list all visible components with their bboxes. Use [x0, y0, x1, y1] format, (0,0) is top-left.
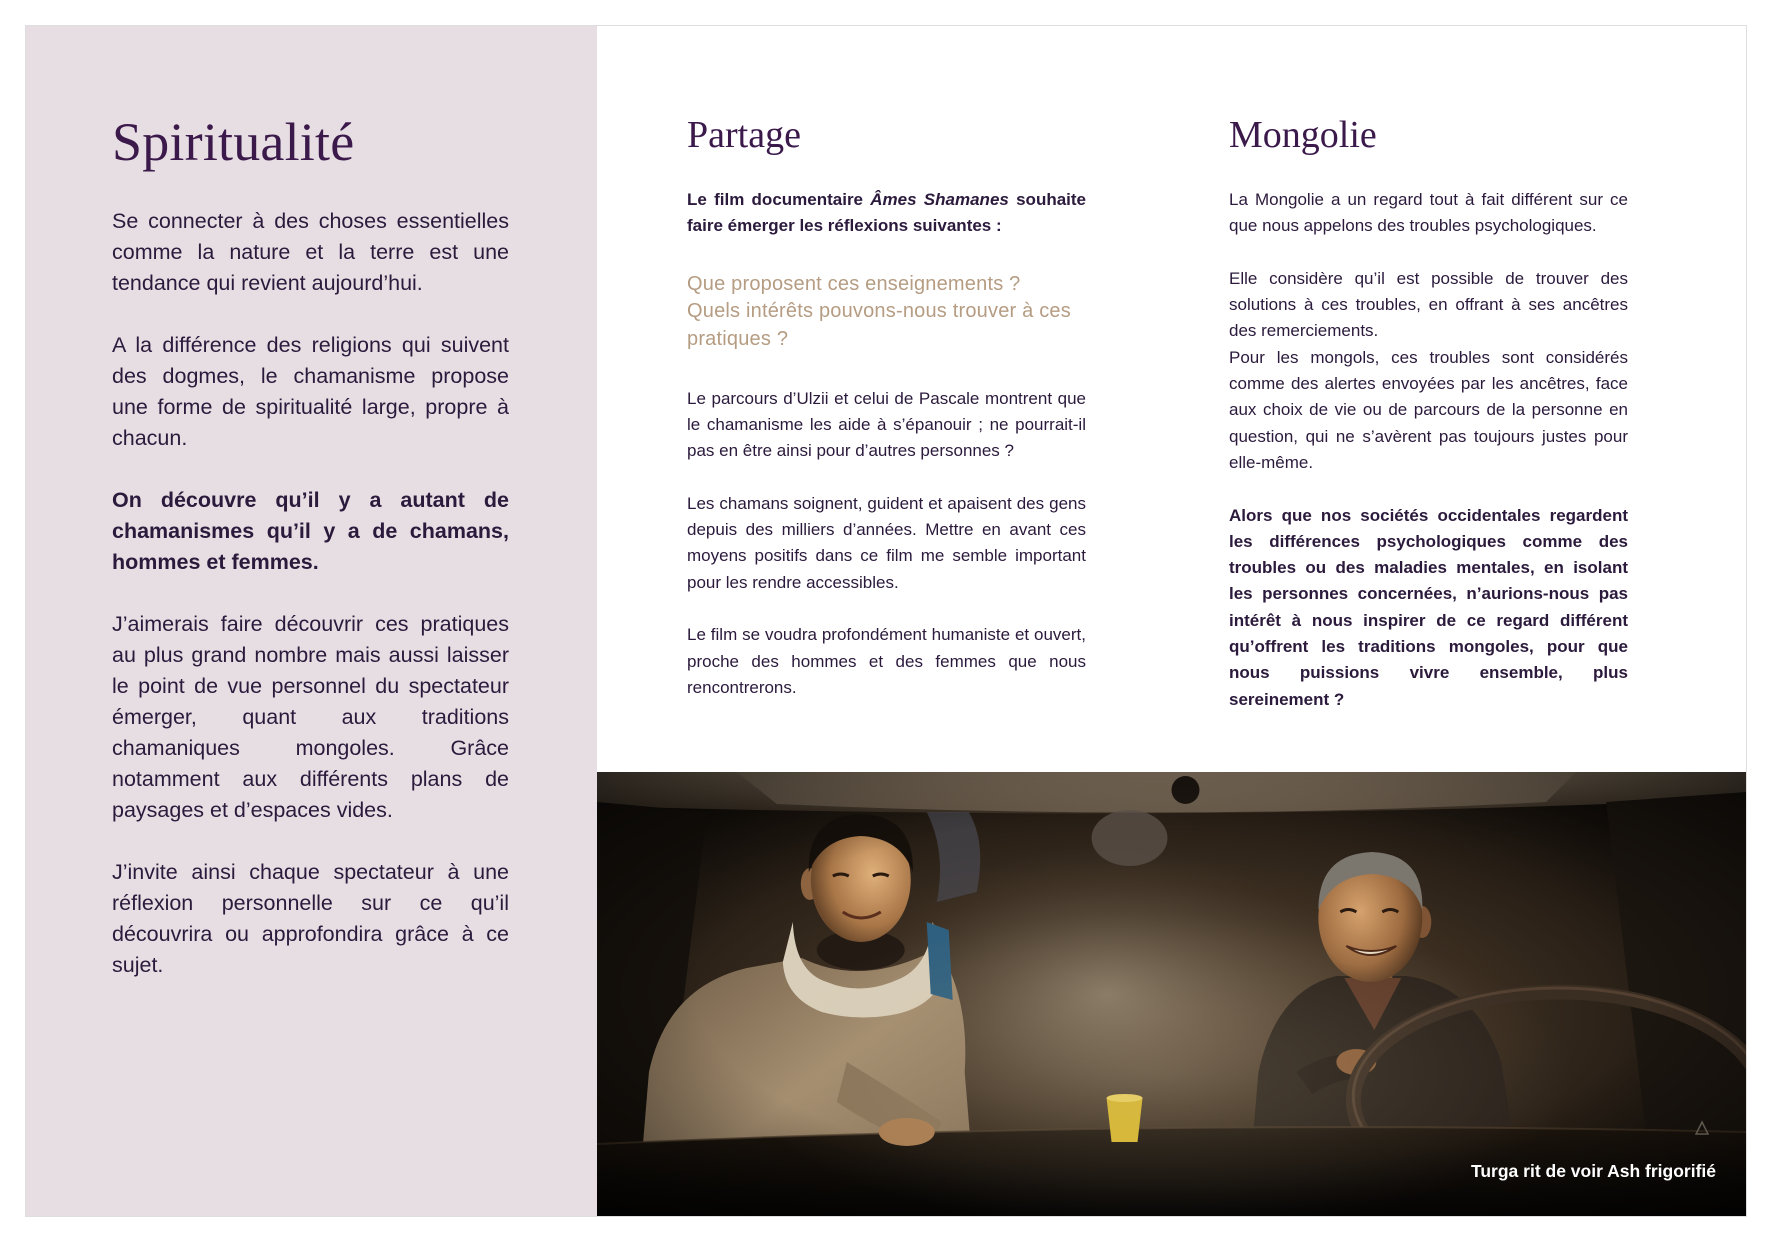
partage-paragraph: Le film se voudra profondément humaniste et ouvert, proche des hommes et des femmes que nous rencontrerons.	[687, 625, 1086, 697]
spiritualite-panel	[26, 26, 597, 1216]
mongolie-text	[1229, 187, 1628, 713]
photo-vignette	[597, 772, 1746, 1216]
text-columns-panel	[597, 26, 1746, 772]
partage-intro	[687, 187, 1086, 240]
partage-text	[687, 187, 1086, 701]
partage-title: Partage	[687, 114, 801, 156]
film-still-photo	[597, 772, 1746, 1216]
spiritualite-highlight-paragraph: On découvre qu’il y a autant de chamanismes qu’il y a de chamans, hommes et femmes.	[112, 488, 509, 574]
mongolie-column	[1229, 113, 1628, 739]
photo-scene	[597, 772, 1746, 1216]
partage-column	[687, 113, 1086, 728]
spiritualite-title: Spiritualité	[112, 112, 355, 172]
partage-paragraph: Les chamans soignent, guident et apaisent des gens depuis des milliers d’années. Mettre en avant ces moyens positifs dans ce film me semble important pour les rendre accessibles.	[687, 493, 1086, 592]
mongolie-paragraph: Pour les mongols, ces troubles sont considérés comme des alertes envoyées par les ancêtres, face aux choix de vie ou de parcours de la personne en question, qui ne s’avèrent pas toujours justes pour elle-même.	[1229, 347, 1628, 472]
mongolie-paragraph: Elle considère qu’il est possible de trouver des solutions à ces troubles, en offrant à ses ancêtres des remerciements.	[1229, 268, 1628, 341]
mongolie-highlight-paragraph: Alors que nos sociétés occidentales regardent les différences psychologiques comme des troubles ou des maladies mentales, en isolant les personnes concernées, n’aurions-nous pas intérêt à nous inspirer de ce regard différent qu’offrent les traditions mongoles, pour que nous puissions vivre ensemble, plus sereinement ?	[1229, 505, 1628, 709]
photo-caption: Turga rit de voir Ash frigorifié	[1470, 1161, 1716, 1181]
spiritualite-text	[112, 206, 509, 1012]
spiritualite-paragraph: A la différence des religions qui suivent des dogmes, le chamanisme propose une forme de spiritualité large, propre à chacun.	[112, 333, 509, 450]
partage-paragraph: Le parcours d’Ulzii et celui de Pascale montrent que le chamanisme les aide à s’épanouir ; ne pourrait-il pas en être ainsi pour d’autres personnes ?	[687, 388, 1086, 461]
spiritualite-paragraph: J’aimerais faire découvrir ces pratiques au plus grand nombre mais aussi laisser le point de vue personnel du spectateur émerger, quant aux traditions chamaniques mongoles. Grâce notamment aux différents plans de paysages et d’espaces vides.	[112, 612, 509, 822]
spiritualite-paragraph: Se connecter à des choses essentielles comme la nature et la terre est une tendance qui revient aujourd’hui.	[112, 209, 509, 295]
partage-intro-before: Le film documentaire	[687, 190, 871, 209]
question: Quels intérêts pouvons-nous trouver à ces pratiques ?	[687, 300, 1071, 350]
film-title: Âmes Shamanes	[870, 190, 1009, 209]
question: Que proposent ces enseignements ?	[687, 272, 1021, 295]
partage-intro-after: souhaite faire émerger les réflexions suivantes :	[687, 190, 1087, 236]
partage-questions	[687, 271, 1086, 354]
spiritualite-paragraph: J’invite ainsi chaque spectateur à une réflexion personnelle sur ce qu’il découvrira ou approfondira grâce à ce sujet.	[112, 860, 509, 977]
mongolie-paragraph: La Mongolie a un regard tout à fait différent sur ce que nous appelons des troubles psychologiques.	[1229, 190, 1628, 236]
mongolie-title: Mongolie	[1229, 114, 1377, 156]
brochure-page	[25, 25, 1747, 1217]
